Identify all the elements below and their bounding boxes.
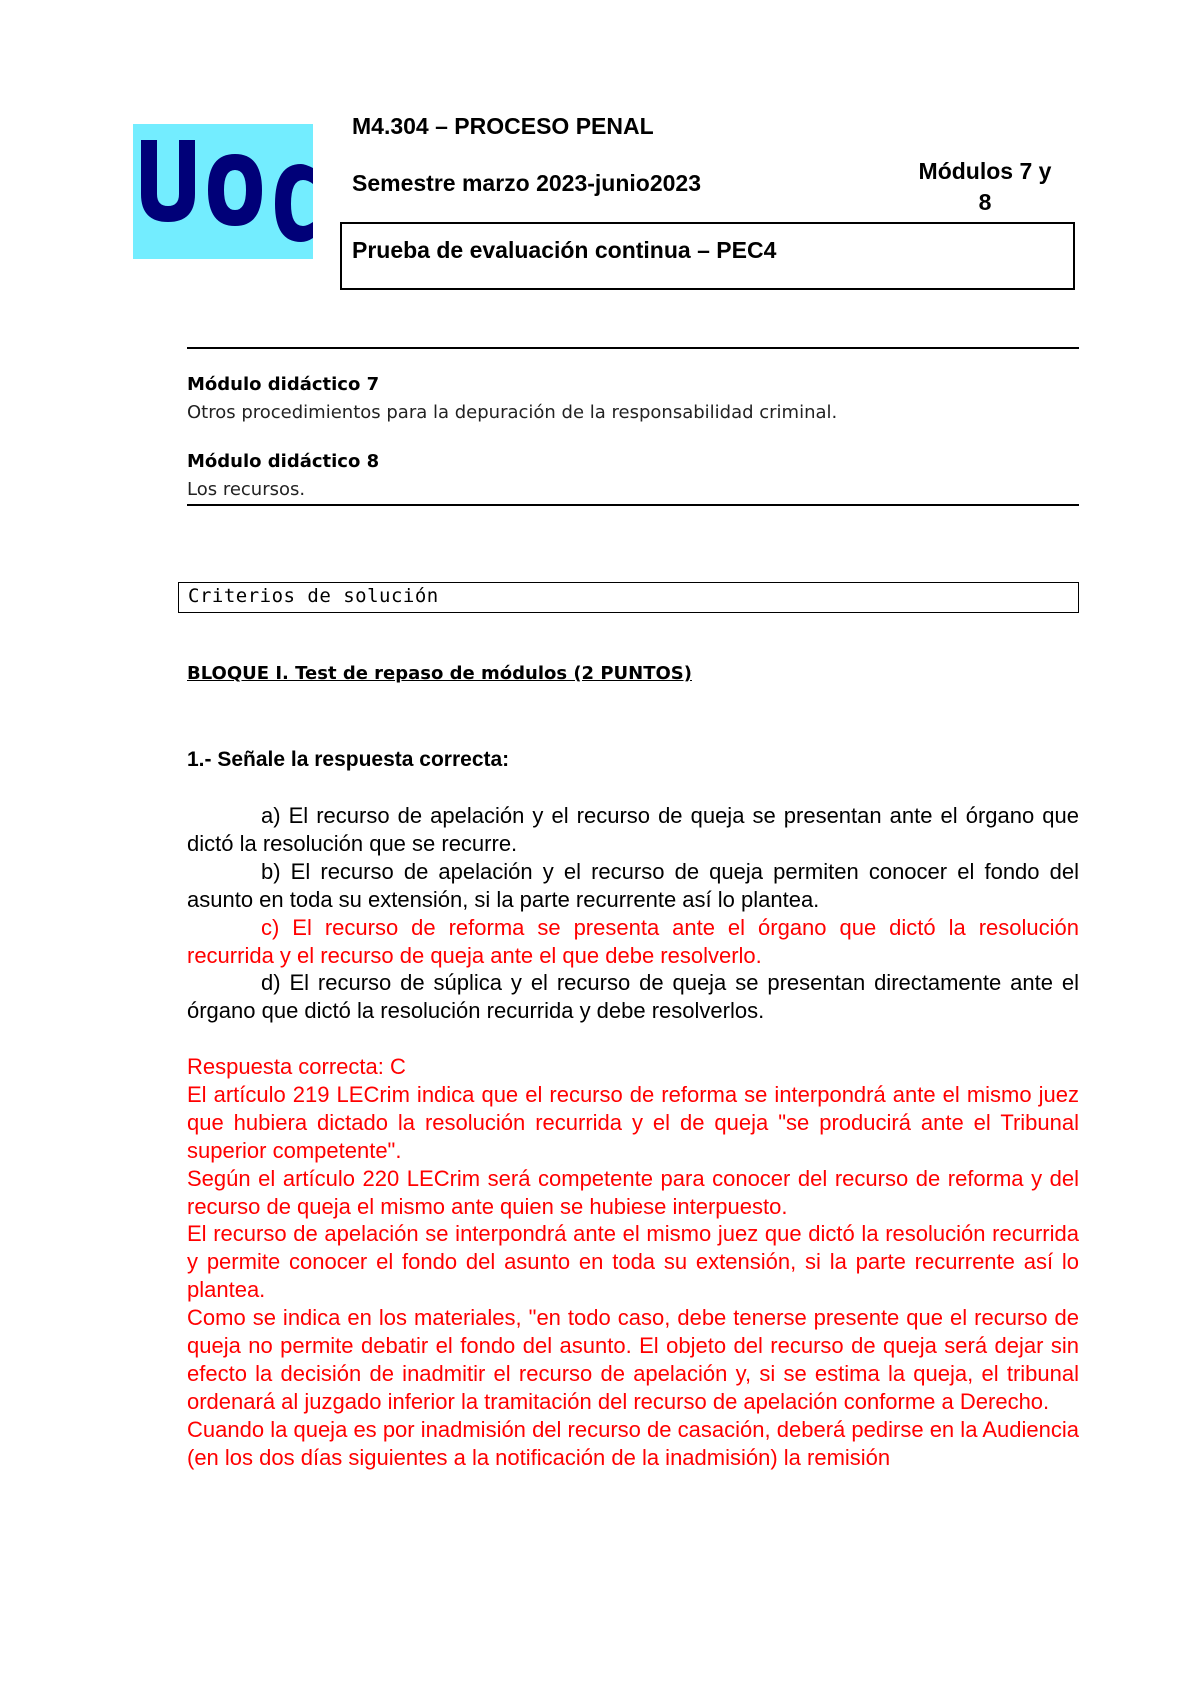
- answer-paragraph: Según el artículo 220 LECrim será competente para conocer del recurso de reforma y del recurso de queja el mismo ante quien se hubiese interpuesto.: [187, 1165, 1079, 1219]
- module-7-description: Otros procedimientos para la depuración de la responsabilidad criminal.: [187, 402, 838, 423]
- uoc-logo-mark: [133, 124, 313, 259]
- module-8-heading: Módulo didáctico 8: [187, 451, 380, 472]
- answer-paragraph: Como se indica en los materiales, "en todo caso, debe tenerse presente que el recurso de queja no permite debatir el fondo del asunto. El objeto del recurso de queja será dejar sin efecto la decisión de inadmitir el recurso de apelación y, si se estima la queja, el tribunal ordenará al juzgado inferior la tramitación del recurso de apelación conforme a Derecho.: [187, 1305, 1079, 1414]
- question-options: [187, 802, 1079, 1025]
- criteria-title: Criterios de solución: [188, 585, 439, 607]
- module-7-heading: Módulo didáctico 7: [187, 374, 380, 395]
- answer-paragraph: El artículo 219 LECrim indica que el recurso de reforma se interpondrá ante el mismo juez que hubiera dictado la resolución recurrida y el de queja "se producirá ante el Tribunal superior competente".: [187, 1081, 1079, 1163]
- pec-title: Prueba de evaluación continua – PEC4: [352, 237, 777, 263]
- option-c-correct: c) El recurso de reforma se presenta ante el órgano que dictó la resolución recurrida y el recurso de queja ante el que debe resolverlo.: [187, 914, 1079, 968]
- option-d: d) El recurso de súplica y el recurso de queja se presentan directamente ante el órgano que dictó la resolución recurrida y debe resolverlos.: [187, 970, 1079, 1024]
- divider-bottom: [187, 504, 1079, 506]
- option-b: b) El recurso de apelación y el recurso de queja permiten conocer el fondo del asunto en toda su extensión, si la parte recurrente así lo plantea.: [187, 858, 1079, 912]
- block-title: BLOQUE I. Test de repaso de módulos (2 PUNTOS): [187, 663, 692, 684]
- answer-paragraph: Cuando la queja es por inadmisión del recurso de casación, deberá pedirse en la Audiencia (en los dos días siguientes a la notificación de la inadmisión) la remisión: [187, 1416, 1079, 1470]
- course-title: M4.304 – PROCESO PENAL: [352, 113, 654, 139]
- question-title: 1.- Señale la respuesta correcta:: [187, 748, 510, 771]
- divider-top: [187, 347, 1079, 349]
- uoc-logo: [133, 124, 313, 259]
- semester-label: Semestre marzo 2023-junio2023: [352, 170, 702, 196]
- modules-label-line1: Módulos 7 y: [918, 158, 1052, 184]
- answer-explanation: [187, 1053, 1079, 1472]
- module-8-description: Los recursos.: [187, 479, 306, 500]
- modules-label: [885, 156, 1085, 218]
- answer-paragraph: El recurso de apelación se interpondrá ante el mismo juez que dictó la resolución recurrida y permite conocer el fondo del asunto en toda su extensión, si la parte recurrente así lo plantea.: [187, 1221, 1079, 1303]
- option-a: a) El recurso de apelación y el recurso de queja se presentan ante el órgano que dictó la resolución que se recurre.: [187, 803, 1079, 856]
- answer-label: Respuesta correcta: C: [187, 1054, 406, 1079]
- modules-label-line2: 8: [978, 189, 992, 215]
